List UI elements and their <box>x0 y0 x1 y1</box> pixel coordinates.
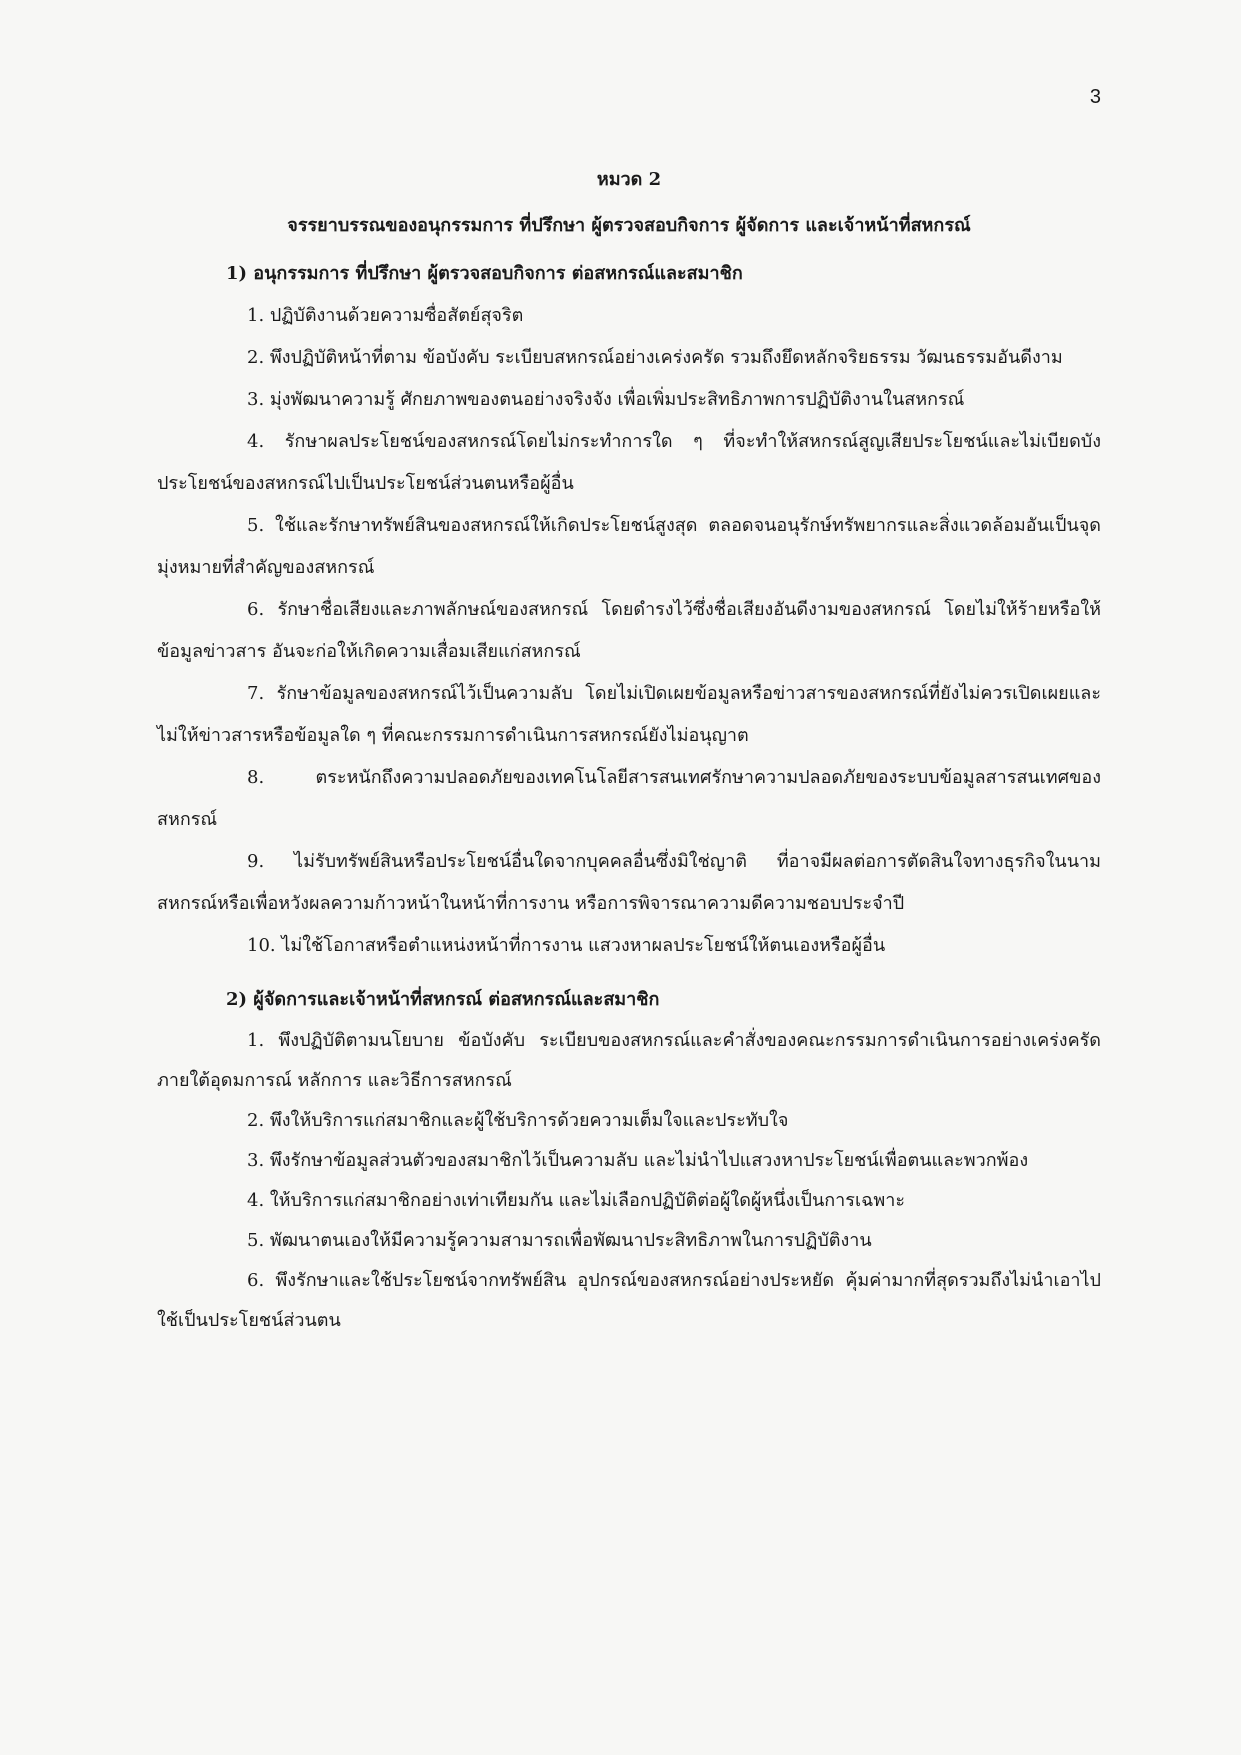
section-1 <box>157 259 1101 967</box>
section-1-item-8: 8. ตระหนักถึงความปลอดภัยของเทคโนโลยีสารสนเทศรักษาความปลอดภัยของระบบข้อมูลสารสนเทศของสหกรณ์ <box>157 767 1101 830</box>
section-1-item-7: 7. รักษาข้อมูลของสหกรณ์ไว้เป็นความลับ โดยไม่เปิดเผยข้อมูลหรือข่าวสารของสหกรณ์ที่ยังไม่ควรเปิดเผยและไม่ให้ข่าวสารหรือข้อมูลใด ๆ ที่คณะกรรมการดำเนินการสหกรณ์ยังไม่อนุญาต <box>157 683 1101 746</box>
section-1-item-9: 9. ไม่รับทรัพย์สินหรือประโยชน์อื่นใดจากบุคคลอื่นซึ่งมิใช่ญาติ ที่อาจมีผลต่อการตัดสินใจทางธุรกิจในนามสหกรณ์หรือเพื่อหวังผลความก้าวหน้าในหน้าที่การงาน หรือการพิจารณาความดีความชอบประจำปี <box>157 851 1101 914</box>
section-1-item-2: 2. พึงปฏิบัติหน้าที่ตาม ข้อบังคับ ระเบียบสหกรณ์อย่างเคร่งครัด รวมถึงยึดหลักจริยธรรม วัฒนธรรมอันดีงาม <box>247 347 1063 368</box>
section-1-item-4: 4. รักษาผลประโยชน์ของสหกรณ์โดยไม่กระทำการใด ๆ ที่จะทำให้สหกรณ์สูญเสียประโยชน์และไม่เบียดบังประโยชน์ของสหกรณ์ไปเป็นประโยชน์ส่วนตนหรือผู้อื่น <box>157 431 1101 494</box>
section-2-heading: 2) ผู้จัดการและเจ้าหน้าที่สหกรณ์ ต่อสหกรณ์และสมาชิก <box>226 989 660 1010</box>
section-2-item-5: 5. พัฒนาตนเองให้มีความรู้ความสามารถเพื่อพัฒนาประสิทธิภาพในการปฏิบัติงาน <box>247 1230 872 1251</box>
section-2-item-4: 4. ให้บริการแก่สมาชิกอย่างเท่าเทียมกัน และไม่เลือกปฏิบัติต่อผู้ใดผู้หนึ่งเป็นการเฉพาะ <box>247 1190 906 1211</box>
page-number: 3 <box>1089 86 1101 108</box>
chapter-title: หมวด 2 <box>596 169 662 190</box>
section-2-item-1: 1. พึงปฏิบัติตามนโยบาย ข้อบังคับ ระเบียบของสหกรณ์และคำสั่งของคณะกรรมการดำเนินการอย่างเคร่งครัด ภายใต้อุดมการณ์ หลักการ และวิธีการสหกรณ์ <box>157 1030 1101 1091</box>
section-1-item-5: 5. ใช้และรักษาทรัพย์สินของสหกรณ์ให้เกิดประโยชน์สูงสุด ตลอดจนอนุรักษ์ทรัพยากรและสิ่งแวดล้อมอันเป็นจุดมุ่งหมายที่สำคัญของสหกรณ์ <box>157 515 1101 578</box>
section-1-item-10: 10. ไม่ใช้โอกาสหรือตำแหน่งหน้าที่การงาน แสวงหาผลประโยชน์ให้ตนเองหรือผู้อื่น <box>247 935 886 956</box>
chapter-subtitle: จรรยาบรรณของอนุกรรมการ ที่ปรึกษา ผู้ตรวจสอบกิจการ ผู้จัดการ และเจ้าหน้าที่สหกรณ์ <box>287 215 971 236</box>
section-1-item-1: 1. ปฏิบัติงานด้วยความซื่อสัตย์สุจริต <box>247 305 524 326</box>
section-2-item-3: 3. พึงรักษาข้อมูลส่วนตัวของสมาชิกไว้เป็นความลับ และไม่นำไปแสวงหาประโยชน์เพื่อตนและพวกพ้อง <box>247 1150 1029 1171</box>
section-2-item-2: 2. พึงให้บริการแก่สมาชิกและผู้ใช้บริการด้วยความเต็มใจและประทับใจ <box>247 1110 789 1131</box>
section-1-item-6: 6. รักษาชื่อเสียงและภาพลักษณ์ของสหกรณ์ โดยดำรงไว้ซึ่งชื่อเสียงอันดีงามของสหกรณ์ โดยไม่ให้ร้ายหรือให้ข้อมูลข่าวสาร อันจะก่อให้เกิดความเสื่อมเสียแก่สหกรณ์ <box>157 599 1101 662</box>
section-2 <box>157 985 1101 1341</box>
document-body <box>157 165 1101 1341</box>
section-1-item-3: 3. มุ่งพัฒนาความรู้ ศักยภาพของตนอย่างจริงจัง เพื่อเพิ่มประสิทธิภาพการปฏิบัติงานในสหกรณ์ <box>247 389 965 410</box>
section-1-heading: 1) อนุกรรมการ ที่ปรึกษา ผู้ตรวจสอบกิจการ ต่อสหกรณ์และสมาชิก <box>226 263 743 284</box>
section-2-item-6: 6. พึงรักษาและใช้ประโยชน์จากทรัพย์สิน อุปกรณ์ของสหกรณ์อย่างประหยัด คุ้มค่ามากที่สุดรวมถึงไม่นำเอาไปใช้เป็นประโยชน์ส่วนตน <box>157 1270 1101 1331</box>
